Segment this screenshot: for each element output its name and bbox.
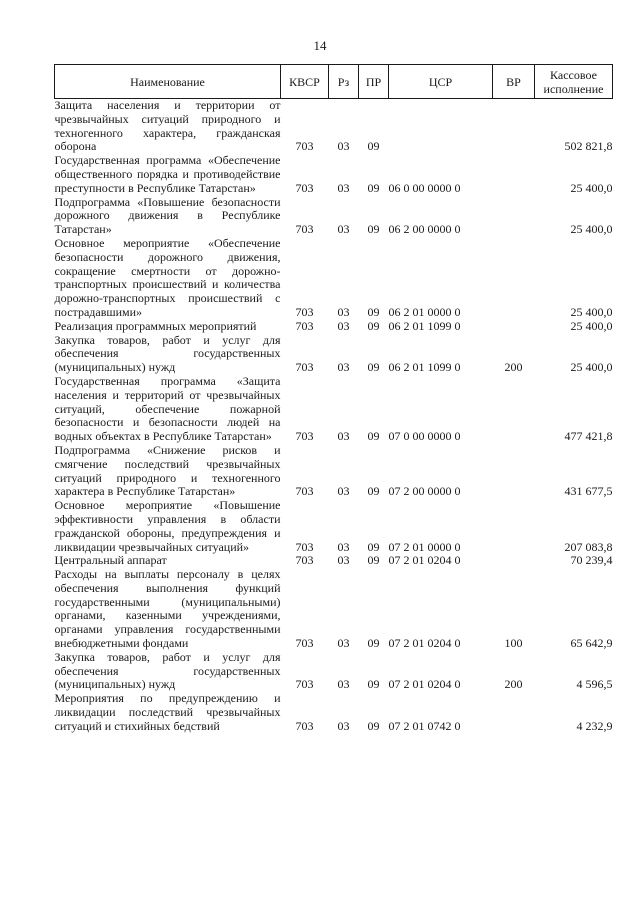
- row-kvsr: 703: [295, 484, 314, 499]
- row-name: Закупка товаров, работ и услуг для обеспечения государственных (муниципальных) нужд: [54, 332, 281, 375]
- row-rz: 03: [337, 677, 350, 692]
- row-vr: 100: [504, 636, 523, 651]
- row-rz: 03: [337, 484, 350, 499]
- row-name: Подпрограмма «Повышение безопасности дорожного движения в Республике Татарстан»: [54, 194, 281, 237]
- table-header-row: [55, 65, 613, 99]
- header-csr: ЦСР: [389, 65, 493, 99]
- row-pr: 09: [367, 180, 380, 195]
- header-pr: ПР: [359, 65, 389, 99]
- row-amount: 431 677,5: [564, 484, 613, 499]
- row-csr: [389, 99, 493, 155]
- row-vr: 200: [504, 360, 523, 375]
- table-row: [55, 568, 613, 651]
- row-rz: 03: [337, 139, 350, 154]
- header-amount-line1: Кассовое: [550, 67, 597, 82]
- row-name: Реализация программных мероприятий: [54, 318, 257, 333]
- row-pr: 09: [367, 636, 380, 651]
- table-row: [55, 692, 613, 733]
- row-amount: 4 232,9: [576, 718, 613, 733]
- row-name: Подпрограмма «Снижение рисков и смягчение последствий чрезвычайных ситуаций природного и техногенного характера в Республике Татарстан»: [54, 442, 281, 499]
- row-amount: 25 400,0: [570, 318, 613, 333]
- row-name: Мероприятия по предупреждению и ликвидации последствий чрезвычайных ситуаций и стихийных бедствий: [54, 691, 281, 733]
- header-rz: Рз: [329, 65, 359, 99]
- row-vr: [493, 154, 535, 195]
- row-rz: 03: [337, 318, 350, 333]
- row-rz: 03: [337, 636, 350, 651]
- row-vr: [493, 320, 535, 334]
- row-kvsr: 703: [295, 222, 314, 237]
- row-csr: 07 2 01 0204 0: [388, 553, 461, 568]
- row-rz: 03: [337, 360, 350, 375]
- table-row: [55, 196, 613, 237]
- row-amount: 70 239,4: [570, 553, 613, 568]
- row-vr: [493, 499, 535, 554]
- row-pr: 09: [367, 553, 380, 568]
- row-rz: 03: [337, 553, 350, 568]
- row-kvsr: 703: [295, 429, 314, 444]
- row-csr: 07 2 01 0742 0: [388, 718, 461, 733]
- table-row: [55, 334, 613, 375]
- row-csr: 07 2 01 0204 0: [388, 636, 461, 651]
- row-csr: 06 0 00 0000 0: [388, 180, 461, 195]
- row-vr: [493, 99, 535, 155]
- row-vr: [493, 375, 535, 444]
- row-kvsr: 703: [295, 539, 314, 554]
- row-amount: 25 400,0: [570, 360, 613, 375]
- row-csr: 06 2 01 1099 0: [388, 360, 461, 375]
- table-row: [55, 320, 613, 334]
- row-kvsr: 703: [295, 718, 314, 733]
- row-pr: 09: [367, 484, 380, 499]
- row-amount: 502 821,8: [564, 139, 613, 154]
- row-name: Защита населения и территории от чрезвычайных ситуаций природного и техногенного характера, гражданская оборона: [54, 98, 281, 154]
- row-csr: 07 0 00 0000 0: [388, 429, 461, 444]
- table-row: [55, 237, 613, 320]
- row-amount: 4 596,5: [576, 677, 613, 692]
- row-rz: 03: [337, 304, 350, 319]
- header-amount-line2: исполнение: [543, 81, 604, 96]
- row-name: Центральный аппарат: [54, 553, 167, 568]
- page-number: 14: [313, 38, 327, 53]
- row-pr: 09: [367, 222, 380, 237]
- row-kvsr: 703: [295, 318, 314, 333]
- row-name: Закупка товаров, работ и услуг для обеспечения государственных (муниципальных) нужд: [54, 649, 281, 692]
- row-vr: 200: [504, 677, 523, 692]
- row-amount: 25 400,0: [570, 180, 613, 195]
- table-row: [55, 444, 613, 499]
- row-pr: 09: [367, 318, 380, 333]
- row-pr: 09: [367, 718, 380, 733]
- header-kvsr: КВСР: [281, 65, 329, 99]
- row-name: Государственная программа «Обеспечение общественного порядка и противодействие преступности в Республике Татарстан»: [54, 153, 281, 195]
- row-rz: 03: [337, 429, 350, 444]
- row-pr: 09: [367, 677, 380, 692]
- row-amount: 65 642,9: [570, 636, 613, 651]
- row-vr: [493, 444, 535, 499]
- row-kvsr: 703: [295, 360, 314, 375]
- table-row: [55, 154, 613, 195]
- row-kvsr: 703: [295, 677, 314, 692]
- table-row: [55, 554, 613, 568]
- row-vr: [493, 237, 535, 320]
- row-rz: 03: [337, 718, 350, 733]
- row-vr: [493, 692, 535, 733]
- row-amount: 207 083,8: [564, 539, 613, 554]
- row-rz: 03: [337, 222, 350, 237]
- row-kvsr: 703: [295, 139, 314, 154]
- row-kvsr: 703: [295, 180, 314, 195]
- row-kvsr: 703: [295, 553, 314, 568]
- row-rz: 03: [337, 539, 350, 554]
- header-amount: [535, 65, 613, 99]
- row-vr: [493, 196, 535, 237]
- row-pr: 09: [367, 360, 380, 375]
- row-csr: 07 2 01 0204 0: [388, 677, 461, 692]
- row-csr: 06 2 00 0000 0: [388, 222, 461, 237]
- header-name: Наименование: [55, 65, 281, 99]
- budget-table: [54, 64, 613, 734]
- row-csr: 07 2 01 0000 0: [388, 539, 461, 554]
- row-name: Государственная программа «Защита населения и территорий от чрезвычайных ситуаций, обеспечение пожарной безопасности и безопасности людей на водных объектах в Республике Татарстан»: [54, 373, 281, 444]
- table-row: [55, 499, 613, 554]
- row-amount: 477 421,8: [564, 429, 613, 444]
- row-pr: 09: [367, 539, 380, 554]
- row-name: Основное мероприятие «Обеспечение безопасности дорожного движения, сокращение смертности от дорожно-транспортных происшествий и количества дорожно-транспортных происшествий с пострадавшими»: [54, 235, 281, 319]
- row-rz: 03: [337, 180, 350, 195]
- row-kvsr: 703: [295, 304, 314, 319]
- row-vr: [493, 554, 535, 568]
- table-row: [55, 651, 613, 692]
- table-row: [55, 375, 613, 444]
- row-kvsr: 703: [295, 636, 314, 651]
- row-amount: 25 400,0: [570, 304, 613, 319]
- table-row: [55, 99, 613, 155]
- row-pr: 09: [367, 429, 380, 444]
- row-name: Основное мероприятие «Повышение эффективности управления в области гражданской обороны, предупреждения и ликвидации чрезвычайных ситуаций»: [54, 498, 281, 554]
- row-csr: 06 2 01 0000 0: [388, 304, 461, 319]
- row-pr: 09: [367, 139, 380, 154]
- row-amount: 25 400,0: [570, 222, 613, 237]
- row-name: Расходы на выплаты персоналу в целях обеспечения выполнения функций государственными (муниципальными) органами, казенными учреждениями, органами управления государственными внебюджетными фондами: [54, 567, 281, 651]
- row-csr: 07 2 00 0000 0: [388, 484, 461, 499]
- row-pr: 09: [367, 304, 380, 319]
- row-csr: 06 2 01 1099 0: [388, 318, 461, 333]
- header-vr: ВР: [493, 65, 535, 99]
